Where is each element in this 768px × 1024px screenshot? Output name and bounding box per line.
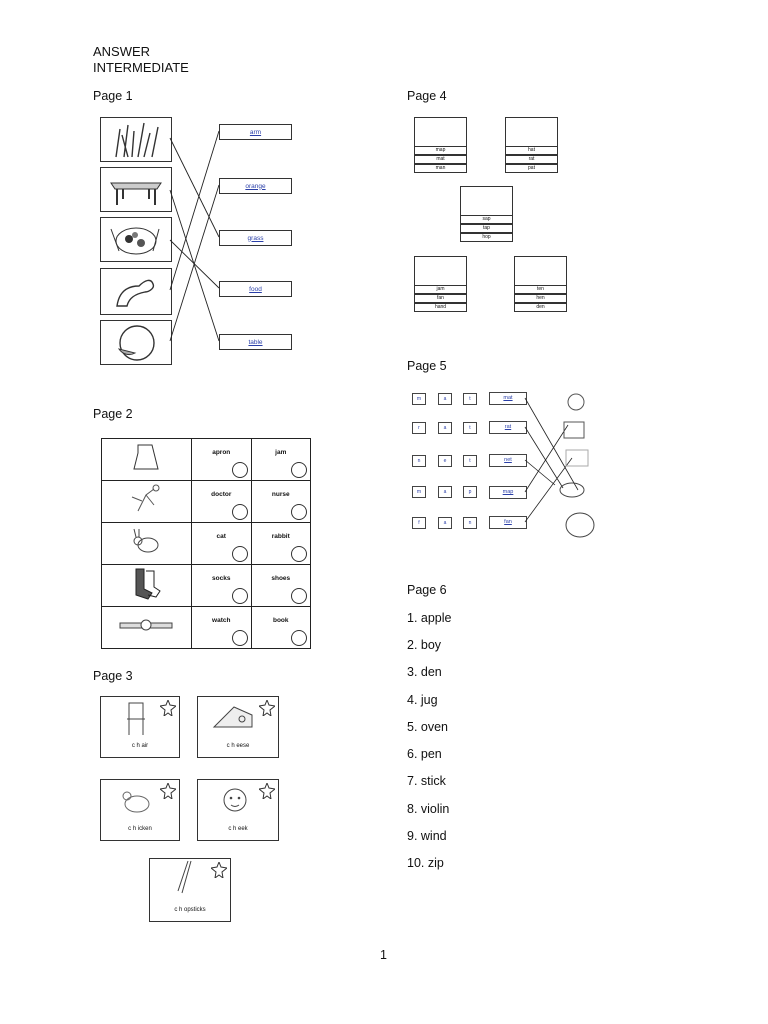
star-icon	[160, 700, 176, 716]
page4-group-jam: jam fan hand	[414, 256, 467, 312]
page3-heading: Page 3	[93, 669, 133, 683]
table-row	[102, 607, 311, 649]
socks-picture-cell	[102, 565, 192, 607]
jam-picture	[414, 256, 467, 285]
word-cell: socks	[192, 565, 252, 607]
word-cell: rabbit	[251, 523, 310, 565]
page5-match-lines	[0, 380, 768, 550]
list-item: 3. den	[407, 665, 442, 679]
page5-heading: Page 5	[407, 359, 447, 373]
list-item: 2. boy	[407, 638, 442, 652]
star-icon	[259, 700, 275, 716]
answer-circle	[232, 630, 248, 646]
watch-picture-cell	[102, 607, 192, 649]
list-item: 9. wind	[407, 829, 447, 843]
list-item: 8. violin	[407, 802, 450, 816]
star-icon	[211, 862, 227, 878]
page4-group-hat: hat rat pat	[505, 117, 558, 173]
word-cell: watch	[192, 607, 252, 649]
chicken-card: c h icken	[100, 779, 180, 841]
list-item: 7. stick	[407, 774, 446, 788]
page6-heading: Page 6	[407, 583, 447, 597]
page4-group-man: map mat man	[414, 117, 467, 173]
chair-card: c h air	[100, 696, 180, 758]
page2-heading: Page 2	[93, 407, 133, 421]
list-item: 4. jug	[407, 693, 438, 707]
hen-picture	[514, 256, 567, 285]
chopsticks-card: c h opsticks	[149, 858, 231, 922]
doc-subtitle: INTERMEDIATE	[93, 60, 189, 75]
table-row	[102, 565, 311, 607]
answer-circle	[291, 588, 307, 604]
word-cell: shoes	[251, 565, 310, 607]
cheese-card: c h eese	[197, 696, 279, 758]
list-item: 5. oven	[407, 720, 449, 734]
doc-title: ANSWER	[93, 44, 151, 59]
star-icon	[160, 783, 176, 799]
cheek-card: c h eek	[197, 779, 279, 841]
word-cell: book	[251, 607, 310, 649]
page4-group-hop: sap tap hop	[460, 186, 513, 242]
word-box-arm: arm	[219, 124, 292, 140]
page1-match-lines	[0, 0, 768, 400]
hat-picture	[505, 117, 558, 146]
word-cell: jam	[251, 439, 310, 481]
page-number: 1	[380, 948, 387, 962]
hop-picture	[460, 186, 513, 215]
man-picture	[414, 117, 467, 146]
word-box-orange: orange	[219, 178, 292, 194]
star-icon	[259, 783, 275, 799]
page1-heading: Page 1	[93, 89, 133, 103]
page4-group-hen: ten hen den	[514, 256, 567, 312]
list-item: 10. zip	[407, 856, 444, 870]
list-item: 1. apple	[407, 611, 452, 625]
word-box-food: food	[219, 281, 292, 297]
page4-heading: Page 4	[407, 89, 447, 103]
answer-circle	[232, 588, 248, 604]
answer-circle	[291, 630, 307, 646]
word-cell: apron	[192, 439, 252, 481]
list-item: 6. pen	[407, 747, 442, 761]
word-box-table: table	[219, 334, 292, 350]
word-cell: cat	[192, 523, 252, 565]
word-cell: nurse	[251, 481, 310, 523]
word-cell: doctor	[192, 481, 252, 523]
word-box-grass: grass	[219, 230, 292, 246]
